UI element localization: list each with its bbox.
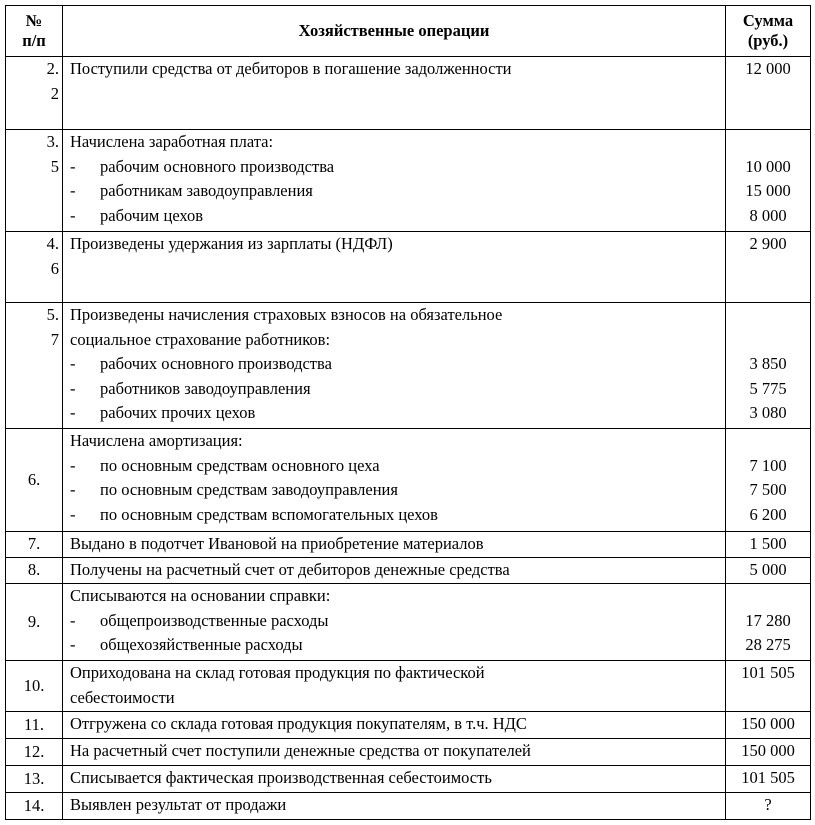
operation-cell: На расчетный счет поступили денежные средства от покупателей <box>63 739 726 766</box>
list-item: - рабочих прочих цехов <box>70 403 256 422</box>
table-row <box>6 429 811 532</box>
row-number: 5. 7 <box>6 303 63 429</box>
operation-cell: Произведены удержания из зарплаты (НДФЛ) <box>63 232 726 303</box>
table-row <box>6 532 811 558</box>
list-item: - работников заводоуправления <box>70 378 311 398</box>
row-number: 2. 2 <box>6 57 63 130</box>
operation-cell: Оприходована на склад готовая продукция по фактической себестоимости <box>63 661 726 712</box>
amount-cell: 12 000 <box>726 57 811 130</box>
amount-cell: 2 900 <box>726 232 811 303</box>
list-item: - рабочим основного производства <box>70 156 335 176</box>
table-row <box>6 232 811 303</box>
header-number: № п/п <box>6 6 63 57</box>
row-number: 10. <box>6 661 63 712</box>
amount-cell: 150 000 <box>726 712 811 739</box>
amount-cell: 5 000 <box>726 558 811 584</box>
amount-cell: 10 000 15 000 8 000 <box>726 130 811 232</box>
operation-cell: Поступили средства от дебиторов в погашение задолженности <box>63 57 726 130</box>
operation-cell: Отгружена со склада готовая продукция покупателям, в т.ч. НДС <box>63 712 726 739</box>
operation-cell: Начислена заработная плата: - рабочим основного производства - работникам заводоуправления - рабочим цехов <box>63 130 726 232</box>
amount-cell: 3 850 5 775 3 080 <box>726 303 811 429</box>
list-item: - по основным средствам заводоуправления <box>70 480 398 499</box>
header-operations: Хозяйственные операции <box>63 6 726 57</box>
table-row <box>6 57 811 130</box>
list-item: - рабочих основного производства <box>70 354 332 373</box>
header-row <box>6 6 811 57</box>
row-number: 13. <box>6 766 63 793</box>
operation-cell: Списывается фактическая производственная себестоимость <box>63 766 726 793</box>
row-number: 6. <box>6 429 63 532</box>
header-sum: Сумма (руб.) <box>726 6 811 57</box>
row-number: 11. <box>6 712 63 739</box>
operation-cell: Произведены начисления страховых взносов на обязательное социальное страхование работников: - рабочих основного производства - работников заводоуправления - рабочих прочих цехов <box>63 303 726 429</box>
row-number: 14. <box>6 793 63 820</box>
operation-cell: Списываются на основании справки: - общепроизводственные расходы - общехозяйственные расходы <box>63 584 726 661</box>
table-row <box>6 793 811 820</box>
list-item: - рабочим цехов <box>70 205 204 225</box>
table-row <box>6 303 811 429</box>
table-row <box>6 558 811 584</box>
operation-cell: Выявлен результат от продажи <box>63 793 726 820</box>
list-item: - по основным средствам вспомогательных цехов <box>70 504 438 524</box>
amount-cell: 17 280 28 275 <box>726 584 811 661</box>
table-row <box>6 661 811 712</box>
amount-cell: 150 000 <box>726 739 811 766</box>
table-row <box>6 766 811 793</box>
amount-cell: 101 505 <box>726 766 811 793</box>
operation-cell: Получены на расчетный счет от дебиторов денежные средства <box>63 558 726 584</box>
table-row <box>6 712 811 739</box>
row-number: 7. <box>6 532 63 558</box>
amount-cell: 101 505 <box>726 661 811 712</box>
row-number: 4. 6 <box>6 232 63 303</box>
row-number: 8. <box>6 558 63 584</box>
table-row <box>6 584 811 661</box>
row-number: 3. 5 <box>6 130 63 232</box>
operation-cell: Начислена амортизация: - по основным средствам основного цеха - по основным средствам заводоуправления - по основным средствам вспомогательных цехов <box>63 429 726 532</box>
operations-table <box>5 5 811 820</box>
operation-cell: Выдано в подотчет Ивановой на приобретение материалов <box>63 532 726 558</box>
row-number: 12. <box>6 739 63 766</box>
table-row <box>6 130 811 232</box>
list-item: - работникам заводоуправления <box>70 181 313 200</box>
amount-cell: 1 500 <box>726 532 811 558</box>
amount-cell: ? <box>726 793 811 820</box>
list-item: - общехозяйственные расходы <box>70 635 303 654</box>
list-item: - общепроизводственные расходы <box>70 610 329 630</box>
table-row <box>6 739 811 766</box>
amount-cell: 7 100 7 500 6 200 <box>726 429 811 532</box>
row-number: 9. <box>6 584 63 661</box>
list-item: - по основным средствам основного цеха <box>70 455 380 475</box>
